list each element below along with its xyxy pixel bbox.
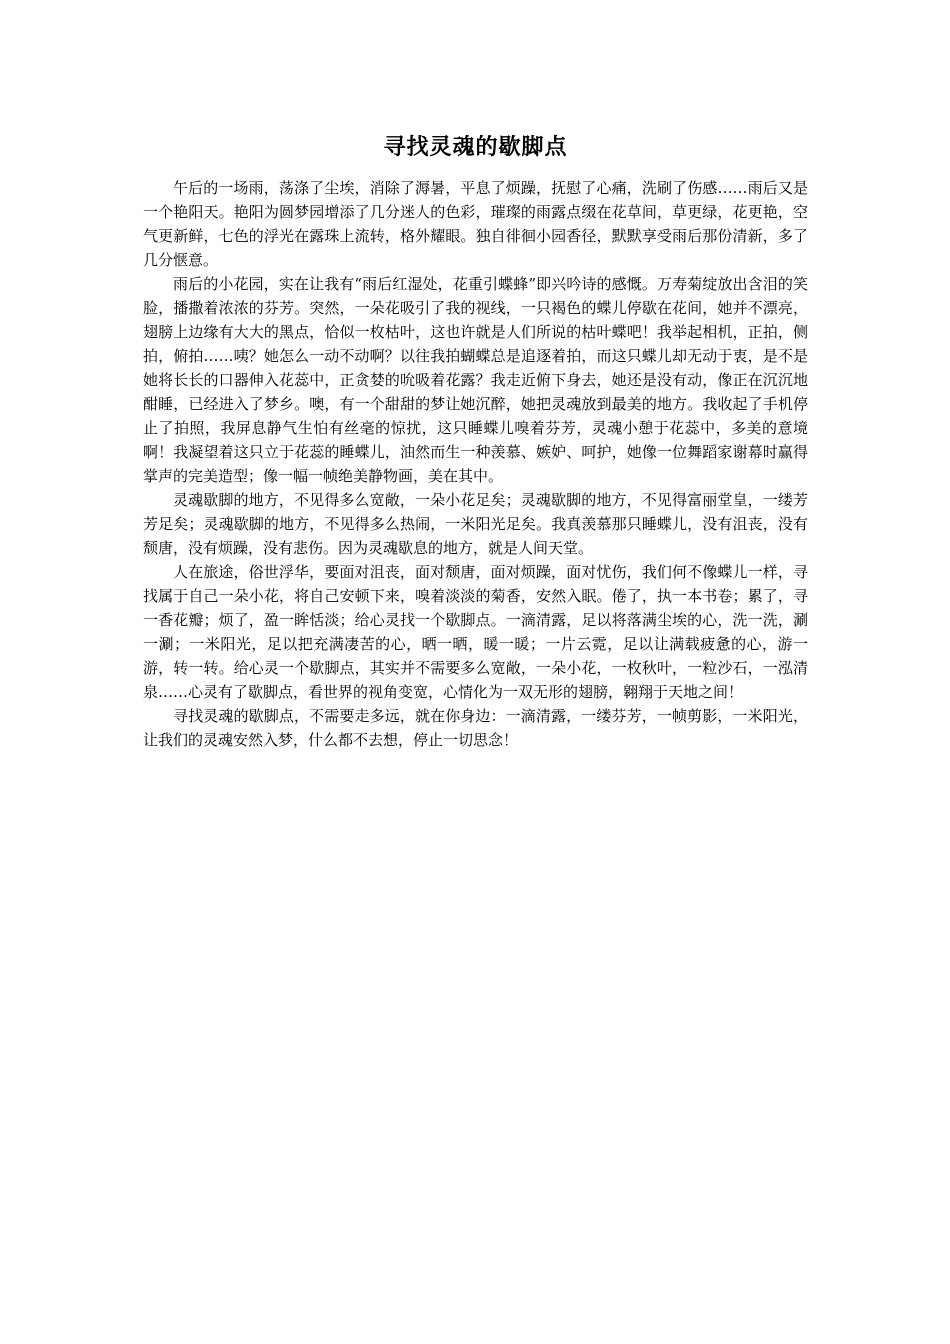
paragraph-4: 人在旅途，俗世浮华，要面对沮丧，面对颓唐，面对烦躁，面对忧伤，我们何不像蝶儿一样，寻找属于自己一朵小花，将自己安顿下来，嗅着淡淡的菊香，安然入眠。倦了，执一本书卷；累了，寻一香花瓣；烦了，盈一眸恬淡；给心灵找一个歇脚点。一滴清露，足以将落满尘埃的心，洗一洗，涮一涮；一米阳光，足以把充满凄苦的心，晒一晒，暖一暖；一片云霓，足以让满载疲惫的心，游一游，转一转。给心灵一个歇脚点，其实并不需要多么宽敞，一朵小花，一枚秋叶，一粒沙石，一泓清泉……心灵有了歇脚点，看世界的视角变宽，心情化为一双无形的翅膀，翱翔于天地之间！	[143, 563, 808, 701]
paragraph-1: 午后的一场雨，荡涤了尘埃，消除了溽暑，平息了烦躁，抚慰了心痛，洗刷了伤感……雨后又是一个艳阳天。艳阳为圆梦园增添了几分迷人的色彩，璀璨的雨露点缀在花草间，草更绿，花更艳，空气更新鲜，七色的浮光在露珠上流转，格外耀眼。独自徘徊小园香径，默默享受雨后那份清新，多了几分惬意。	[143, 179, 808, 269]
paragraph-2: 雨后的小花园，实在让我有“雨后红湿处，花重引蝶蜂”即兴吟诗的感慨。万寿菊绽放出含泪的笑脸，播撒着浓浓的芬芳。突然，一朵花吸引了我的视线，一只褐色的蝶儿停歇在花间，她并不漂亮，翅膀上边缘有大大的黑点，恰似一枚枯叶，这也许就是人们所说的枯叶蝶吧！我举起相机，正拍，侧拍，俯拍……咦？她怎么一动不动啊？以往我拍蝴蝶总是追逐着拍，而这只蝶儿却无动于衷，是不是她将长长的口器伸入花蕊中，正贪婪的吮吸着花露？我走近俯下身去，她还是没有动，像正在沉沉地酣睡，已经进入了梦乡。噢，有一个甜甜的梦让她沉醉，她把灵魂放到最美的地方。我收起了手机停止了拍照，我屏息静气生怕有丝毫的惊扰，这只睡蝶儿嗅着芬芳，灵魂小憩于花蕊中，多美的意境啊！我凝望着这只立于花蕊的睡蝶儿，油然而生一种羡慕、嫉妒、呵护，她像一位舞蹈家谢幕时赢得掌声的完美造型；像一幅一帧绝美静物画，美在其中。	[143, 275, 808, 485]
paragraph-5: 寻找灵魂的歇脚点，不需要走多远，就在你身边：一滴清露，一缕芬芳，一帧剪影，一米阳光，让我们的灵魂安然入梦，什么都不去想，停止一切思念！	[143, 707, 808, 749]
document-title: 寻找灵魂的歇脚点	[383, 135, 568, 160]
document-page	[143, 128, 808, 752]
paragraph-3: 灵魂歇脚的地方，不见得多么宽敞，一朵小花足矣；灵魂歇脚的地方，不见得富丽堂皇，一缕芳芳足矣；灵魂歇脚的地方，不见得多么热闹，一米阳光足矣。我真羡慕那只睡蝶儿，没有沮丧，没有颓唐，没有烦躁，没有悲伤。因为灵魂歇息的地方，就是人间天堂。	[143, 491, 808, 557]
